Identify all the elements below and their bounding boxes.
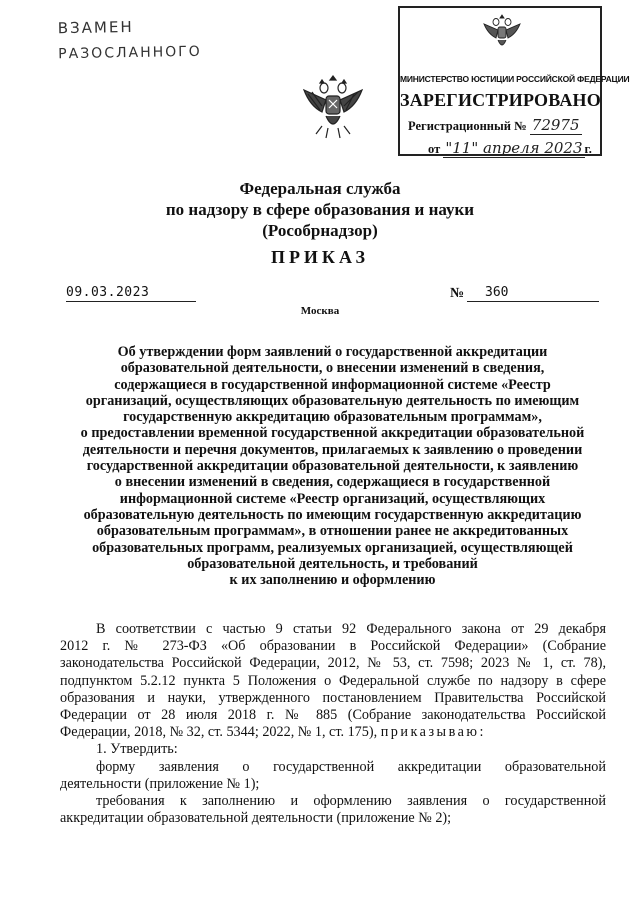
title-line: информационной системе «Реестр организаций, осуществляющих	[119, 490, 546, 507]
document-title	[60, 344, 605, 588]
org-line-1: Федеральная служба	[239, 179, 401, 198]
org-line-2: по надзору в сфере образования и науки	[165, 200, 475, 219]
stamp-date-suffix: г.	[584, 142, 592, 156]
number-label: №	[450, 286, 465, 301]
stamp-registered-label: ЗАРЕГИСТРИРОВАНО	[400, 90, 601, 110]
body-line: подпунктом 5.2.12 пункта 5 Положения о Федеральной службе по надзору в сфере	[60, 672, 606, 689]
organization-heading	[0, 178, 640, 241]
title-line: образовательную деятельность по имеющим государственную аккредитацию	[83, 506, 582, 523]
title-line: деятельности и перечня документов, прилагаемых к заявлению о проведении	[82, 441, 583, 458]
item-1b-line-2: аккредитации образовательной деятельности (приложение № 2);	[60, 810, 452, 827]
title-line: к их заполнению и оформлению	[229, 572, 436, 589]
item-1: 1. Утвердить:	[96, 741, 178, 758]
handwritten-note-line2: РАЗОСЛАННОГО	[58, 43, 202, 63]
document-date: 09.03.2023	[66, 285, 196, 302]
body-line: законодательства Российской Федерации, 2012, № 53, ст. 7598; 2023 № 1, ст. 78),	[60, 655, 606, 672]
stamp-reg-label: Регистрационный №	[408, 119, 527, 133]
stamp-ministry-name: МИНИСТЕРСТВО ЮСТИЦИИ РОССИЙСКОЙ ФЕДЕРАЦИИ	[400, 74, 630, 84]
title-line: государственную аккредитацию образовательным программам»,	[123, 409, 542, 426]
title-line: образовательной деятельность, и требований	[187, 555, 478, 572]
org-line-3: (Рособрнадзор)	[262, 221, 378, 240]
title-line: Об утверждении форм заявлений о государственной аккредитации	[117, 344, 548, 360]
stamp-emblem-icon	[482, 12, 522, 52]
stamp-reg-number-line	[408, 116, 582, 135]
title-line: о внесении изменений в сведения, содержащиеся в государственной	[114, 474, 551, 491]
document-number: 360	[467, 285, 599, 302]
body-line: Федерации от 28 июля 2018 г. № 885 (Собрание законодательства Российской	[60, 707, 606, 724]
item-1a-line-2: деятельности (приложение № 1);	[60, 775, 260, 792]
stamp-date-line	[428, 139, 592, 158]
order-word: приказываю:	[380, 724, 486, 741]
stamp-date-handwritten: "11" апреля 2023	[445, 139, 583, 157]
item-1b-line-1: требования к заполнению и оформлению заявления о государственной	[96, 793, 606, 810]
stamp-date-prefix: от	[428, 142, 441, 156]
document-type-heading: ПРИКАЗ	[270, 247, 370, 267]
document-city: Москва	[300, 305, 340, 317]
title-line: содержащиеся в государственной информационной системе «Реестр	[114, 376, 551, 393]
body-line-order	[60, 724, 606, 741]
title-line: образовательных программ, реализуемых организацией, осуществляющей	[92, 539, 573, 556]
title-line: организаций, осуществляющих образовательную деятельность по имеющим	[85, 392, 580, 409]
stamp-reg-number: 72975	[531, 116, 580, 134]
title-line: образовательным программам», в отношении ранее не аккредитованных	[96, 523, 569, 540]
russian-eagle-emblem-icon	[300, 70, 366, 140]
handwritten-note	[58, 13, 202, 67]
document-body	[60, 621, 606, 827]
body-line: 2012 г. № 273-ФЗ «Об образовании в Российской Федерации» (Собрание	[60, 638, 606, 655]
body-line-prefix: Федерации, 2018, № 32, ст. 5344; 2022, № 1, ст. 175),	[60, 724, 378, 741]
title-line: государственной аккредитации образовательной деятельности, к заявлению	[86, 458, 579, 475]
item-1a-line-1: форму заявления о государственной аккредитации образовательной	[96, 758, 606, 775]
registration-stamp	[398, 6, 630, 157]
body-line: В соответствии с частью 9 статьи 92 Федерального закона от 29 декабря	[96, 621, 606, 637]
title-line: о предоставлении временной государственной аккредитации образовательной	[80, 425, 585, 442]
title-line: образовательной деятельности, о внесении изменений в сведения,	[120, 360, 545, 377]
body-line: образования и науки, утвержденного постановлением Правительства Российской	[60, 689, 606, 706]
handwritten-note-line1: ВЗАМЕН	[57, 17, 134, 38]
